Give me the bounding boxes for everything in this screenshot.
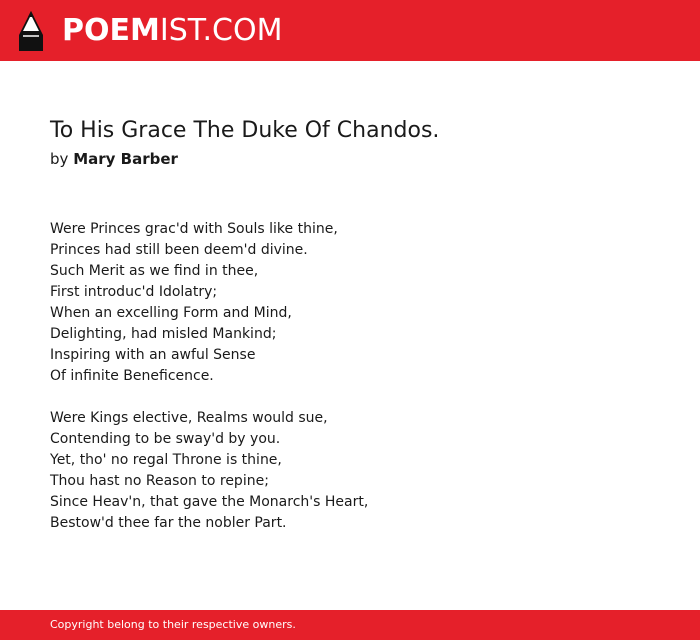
author-name: Mary Barber [73, 150, 178, 168]
poem-title: To His Grace The Duke Of Chandos. [50, 118, 440, 143]
poem-stanza-1 [50, 219, 670, 387]
logo-text-light: IST.COM [159, 13, 283, 48]
poem-line: Thou hast no Reason to repine; [50, 473, 269, 489]
poem-line: Inspiring with an awful Sense [50, 347, 256, 363]
poem-line: Bestow'd thee far the nobler Part. [50, 515, 287, 531]
poem-line: Were Princes grac'd with Souls like thine, [50, 221, 338, 237]
poem-line: Of infinite Beneficence. [50, 368, 214, 384]
poem-stanza-2 [50, 408, 670, 534]
poem-line: Delighting, had misled Mankind; [50, 326, 277, 342]
logo-text-bold: POEM [62, 13, 160, 48]
by-label: by [50, 150, 69, 168]
poem-line: When an excelling Form and Mind, [50, 305, 292, 321]
site-footer [0, 610, 700, 640]
poem-line: Since Heav'n, that gave the Monarch's Heart, [50, 494, 369, 510]
poem-byline [50, 149, 178, 169]
pencil-tip-icon[interactable] [18, 10, 44, 52]
poem-body [50, 219, 670, 555]
poem-line: First introduc'd Idolatry; [50, 284, 218, 300]
poem-line: Princes had still been deem'd divine. [50, 242, 308, 258]
site-logo[interactable] [62, 12, 282, 50]
poem-line: Such Merit as we find in thee, [50, 263, 259, 279]
poem-line: Yet, tho' no regal Throne is thine, [50, 452, 282, 468]
poem-line: Were Kings elective, Realms would sue, [50, 410, 328, 426]
copyright-notice: Copyright belong to their respective owners. [50, 618, 296, 631]
site-header [0, 0, 700, 61]
poem-line: Contending to be sway'd by you. [50, 431, 281, 447]
